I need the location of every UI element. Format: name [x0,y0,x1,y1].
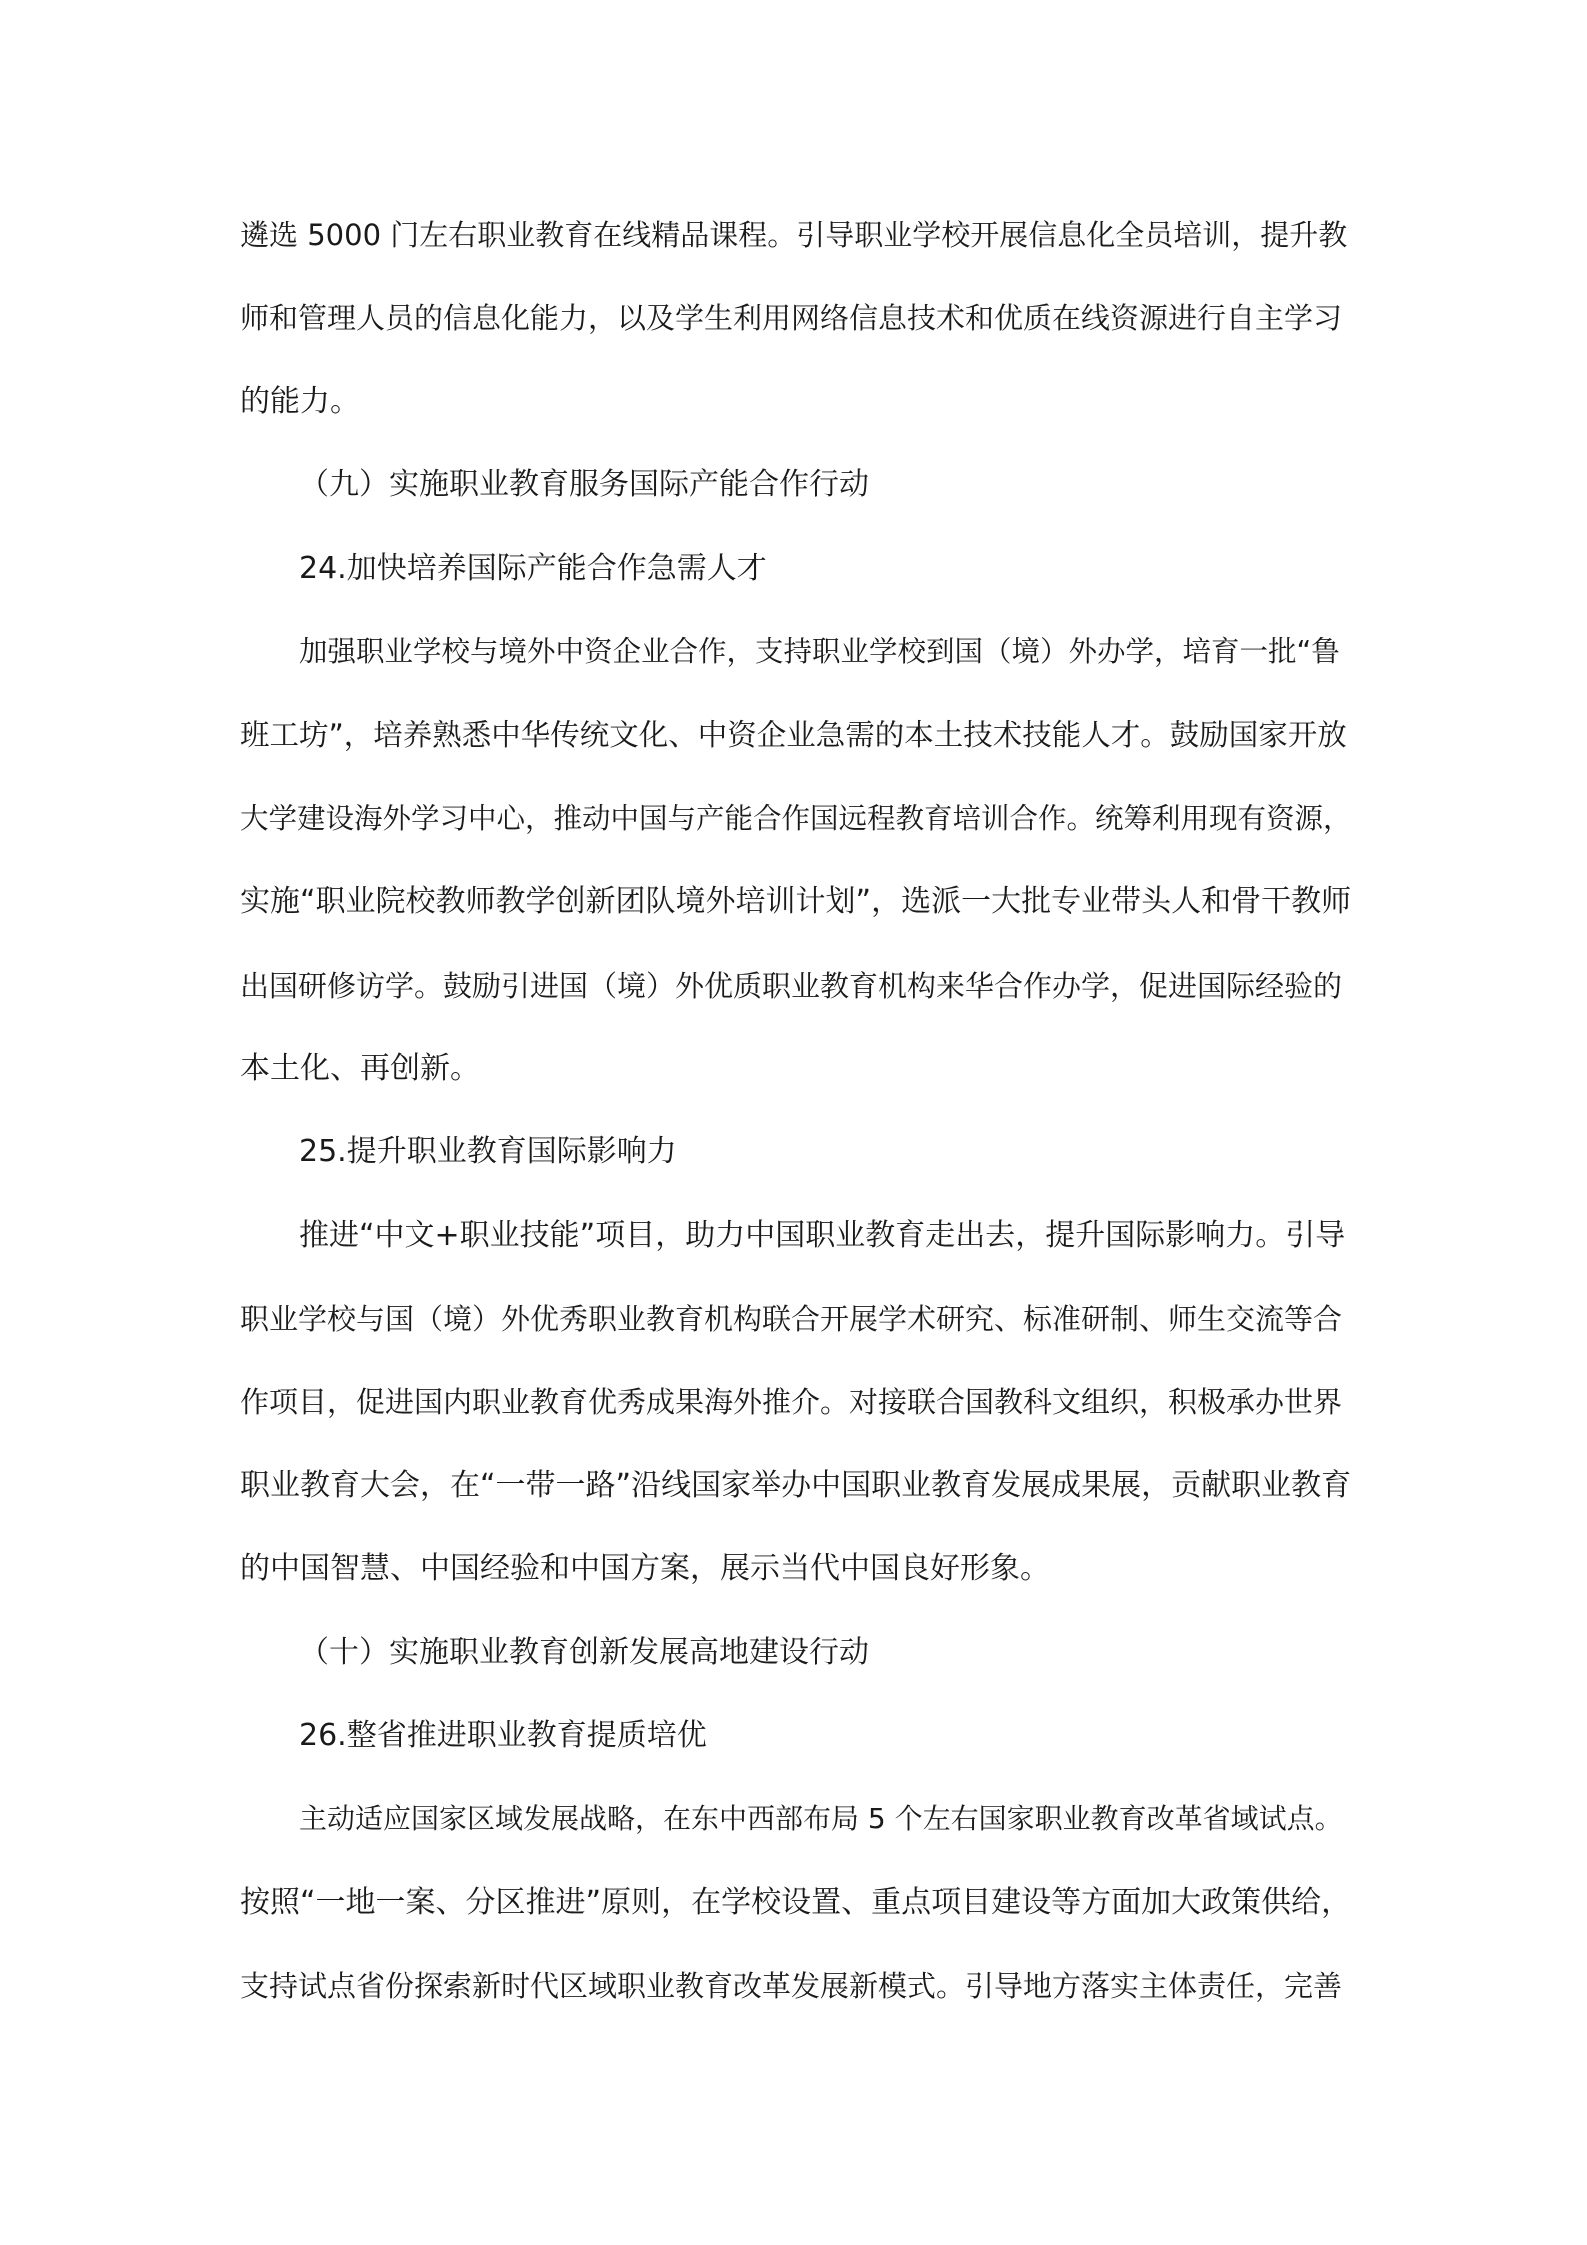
paragraph-line: 支持试点省份探索新时代区域职业教育改革发展新模式。引导地方落实主体责任，完善 [240,1969,1343,2004]
item-heading-26: 26.整省推进职业教育提质培优 [299,1718,707,1754]
paragraph-line: 主动适应国家区域发展战略，在东中西部布局 5 个左右国家职业教育改革省域试点。 [299,1802,1343,1836]
section-heading-10: （十）实施职业教育创新发展高地建设行动 [299,1634,869,1670]
paragraph-line: 的能力。 [240,383,360,419]
item-heading-25: 25.提升职业教育国际影响力 [299,1134,677,1170]
paragraph-line: 遴选 5000 门左右职业教育在线精品课程。引导职业学校开展信息化全员培训，提升教 [240,218,1348,252]
paragraph-line: 师和管理人员的信息化能力，以及学生利用网络信息技术和优质在线资源进行自主学习 [240,301,1343,336]
paragraph-line: 加强职业学校与境外中资企业合作，支持职业学校到国（境）外办学，培育一批“鲁 [299,634,1340,668]
paragraph-line: 的中国智慧、中国经验和中国方案，展示当代中国良好形象。 [240,1551,1050,1587]
paragraph-line: 大学建设海外学习中心，推动中国与产能合作国远程教育培训合作。统筹利用现有资源， [240,801,1352,835]
document-body [240,206,1352,2041]
paragraph-line: 职业学校与国（境）外优秀职业教育机构联合开展学术研究、标准研制、师生交流等合 [240,1302,1343,1337]
paragraph-line: 实施“职业院校教师教学创新团队境外培训计划”，选派一大批专业带头人和骨干教师 [240,884,1352,920]
paragraph-line: 职业教育大会，在“一带一路”沿线国家举办中国职业教育发展成果展，贡献职业教育 [240,1467,1352,1503]
paragraph-line: 作项目，促进国内职业教育优秀成果海外推介。对接联合国教科文组织，积极承办世界 [240,1385,1343,1420]
item-heading-24: 24.加快培养国际产能合作急需人才 [299,550,767,586]
section-heading-9: （九）实施职业教育服务国际产能合作行动 [299,467,869,503]
paragraph-line: 出国研修访学。鼓励引进国（境）外优质职业教育机构来华合作办学，促进国际经验的 [240,968,1343,1003]
paragraph-line: 本土化、再创新。 [240,1050,480,1086]
paragraph-line: 班工坊”，培养熟悉中华传统文化、中资企业急需的本土技术技能人才。鼓励国家开放 [240,718,1347,753]
paragraph-line: 推进“中文+职业技能”项目，助力中国职业教育走出去，提升国际影响力。引导 [299,1217,1346,1253]
paragraph-line: 按照“一地一案、分区推进”原则，在学校设置、重点项目建设等方面加大政策供给， [240,1884,1352,1920]
